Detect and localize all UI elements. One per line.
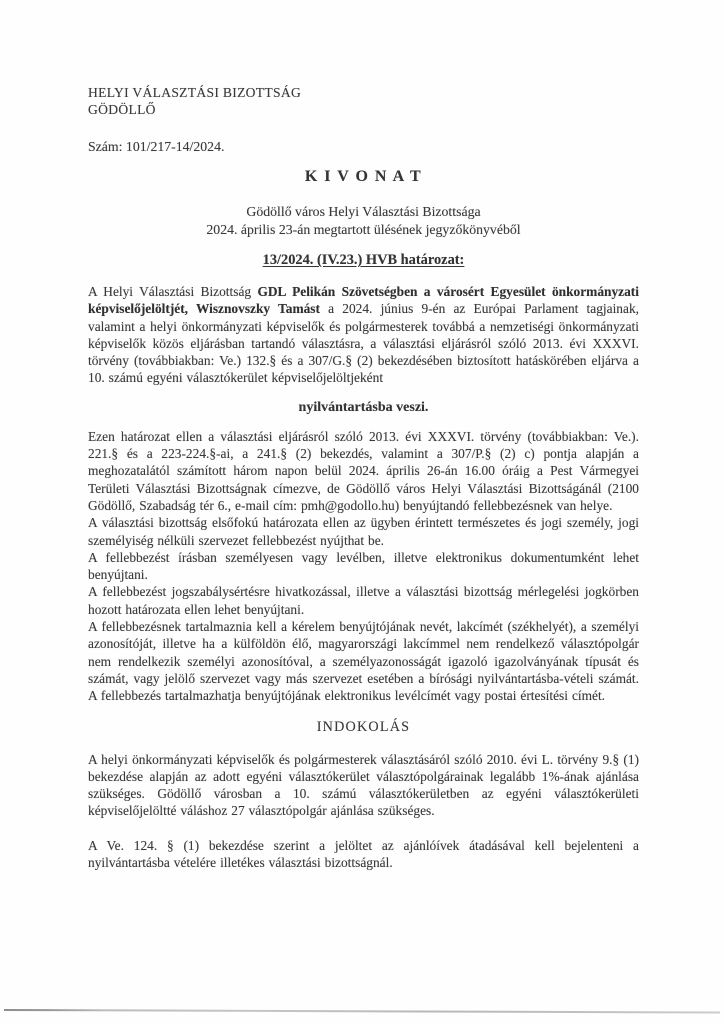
meeting-subtitle — [88, 203, 639, 238]
reasoning-heading: INDOKOLÁS — [316, 718, 411, 735]
appeal-paragraph: A választási bizottság elsőfokú határozata ellen az ügyben érintett természetes és jogi személy, jogi személyiség nélküli szervezet fellebbezést nyújthat be. — [88, 515, 639, 548]
meeting-subtitle-line2: 2024. április 23-án megtartott ülésének jegyzőkönyvéből — [206, 221, 521, 237]
decision-intro-text: A Helyi Választási Bizottság — [88, 284, 258, 299]
decision-number-text: 13/2024. (IV.23.) HVB határozat: — [262, 252, 465, 268]
appeal-paragraph: A fellebbezést írásban személyesen vagy levélben, illetve elektronikus dokumentumként lehet benyújtani. — [88, 549, 639, 583]
reasoning-paragraph: A helyi önkormányzati képviselők és polgármesterek választásáról szóló 2010. évi L. törvény 9.§ (1) bekezdése alapján az adott egyéni választókerület választópolgárainak legalább 1%-ának ajánlása szükséges. Gödöllő városban a 10. számú választókerületben az egyéni választókerületi képviselőjelöltté váláshoz 27 választópolgár ajánlása szükséges. — [88, 751, 639, 819]
appeal-paragraph: A fellebbezésnek tartalmaznia kell a kérelem benyújtójának nevét, lakcímét (székhelyét), a személyi azonosítóját, illetve ha a külföldön élő, magyarországi lakcímmel nem rendelkező választópolgár nem rendelkezik személyi azonosítóval, a személyazonosságát igazoló igazolványának típusát és számát, vagy jelölő szervezet vagy más szervezet esetében a bírósági nyilvántartásba-vételi számát. A fellebbezés tartalmazhatja benyújtójának elektronikus levélcímét vagy postai értesítési címét. — [88, 619, 639, 704]
scan-edge-line — [4, 1009, 720, 1013]
verdict-line: nyilvántartásba veszi. — [298, 399, 429, 415]
meeting-subtitle-line1: Gödöllő város Helyi Választási Bizottsága — [246, 204, 481, 219]
appeal-paragraph: A fellebbezést jogszabálysértésre hivatkozással, illetve a választási bizottság mérlegelési jogkörben hozott határozata ellen lehet benyújtani. — [88, 584, 639, 617]
appeal-paragraph: Ezen határozat ellen a választási eljárásról szóló 2013. évi XXXVI. törvény (továbbiakban: Ve.). 221.§ és a 223-224.§-ai, a 241.§ (2) bekezdés, valamint a 307/P.§ (2) c) pontja alapján a meghozatalától számított három napon belül 2024. április 26-án 16.00 óráig a Pest Vármegyei Területi Választási Bizottságnak címezve, de Gödöllő város Helyi Választási Bizottságánál (2100 Gödöllő, Szabadság tér 6., e-mail cím: pmh@godollo.hu) benyújtandó fellebbezésnek van helye. — [88, 428, 639, 513]
decision-body-text: a 2024. június 9-én az Európai Parlament tagjainak, valamint a helyi önkormányzati képviselők és polgármesterek továbbá a nemzetiségi önkormányzati képviselők közös eljárásban tartandó választásra, a választási eljárásról szóló 2013. évi XXXVI. törvény (továbbiakban: Ve.) 132.§ és a 307/G.§ (2) bekezdésében biztosított hatáskörében eljárva a 10. számú egyéni választókerület képviselőjelöltjeként — [88, 301, 639, 386]
decision-paragraph — [88, 283, 639, 387]
case-number: Szám: 101/217-14/2024. — [88, 139, 225, 154]
candidate-name-bold: GDL Pelikán Szövetségben a városért Egyesület önkormányzati képviselőjelöltjét, Wisznovszky Tamást — [88, 284, 639, 317]
decision-number-heading — [88, 252, 639, 269]
org-name-line1: HELYI VÁLASZTÁSI BIZOTTSÁG — [88, 85, 302, 100]
org-name-line2: GÖDÖLLŐ — [88, 102, 156, 117]
reasoning-paragraph: A Ve. 124. § (1) bekezdése szerint a jelöltet az ajánlóívek átadásával kell bejelenteni a nyilvántartásba vételére illetékes választási bizottságnál. — [88, 837, 639, 871]
document-title: K I V O N A T — [304, 168, 423, 185]
document-content — [88, 84, 639, 871]
issuing-authority-block — [88, 84, 639, 118]
appeal-section — [88, 428, 639, 705]
